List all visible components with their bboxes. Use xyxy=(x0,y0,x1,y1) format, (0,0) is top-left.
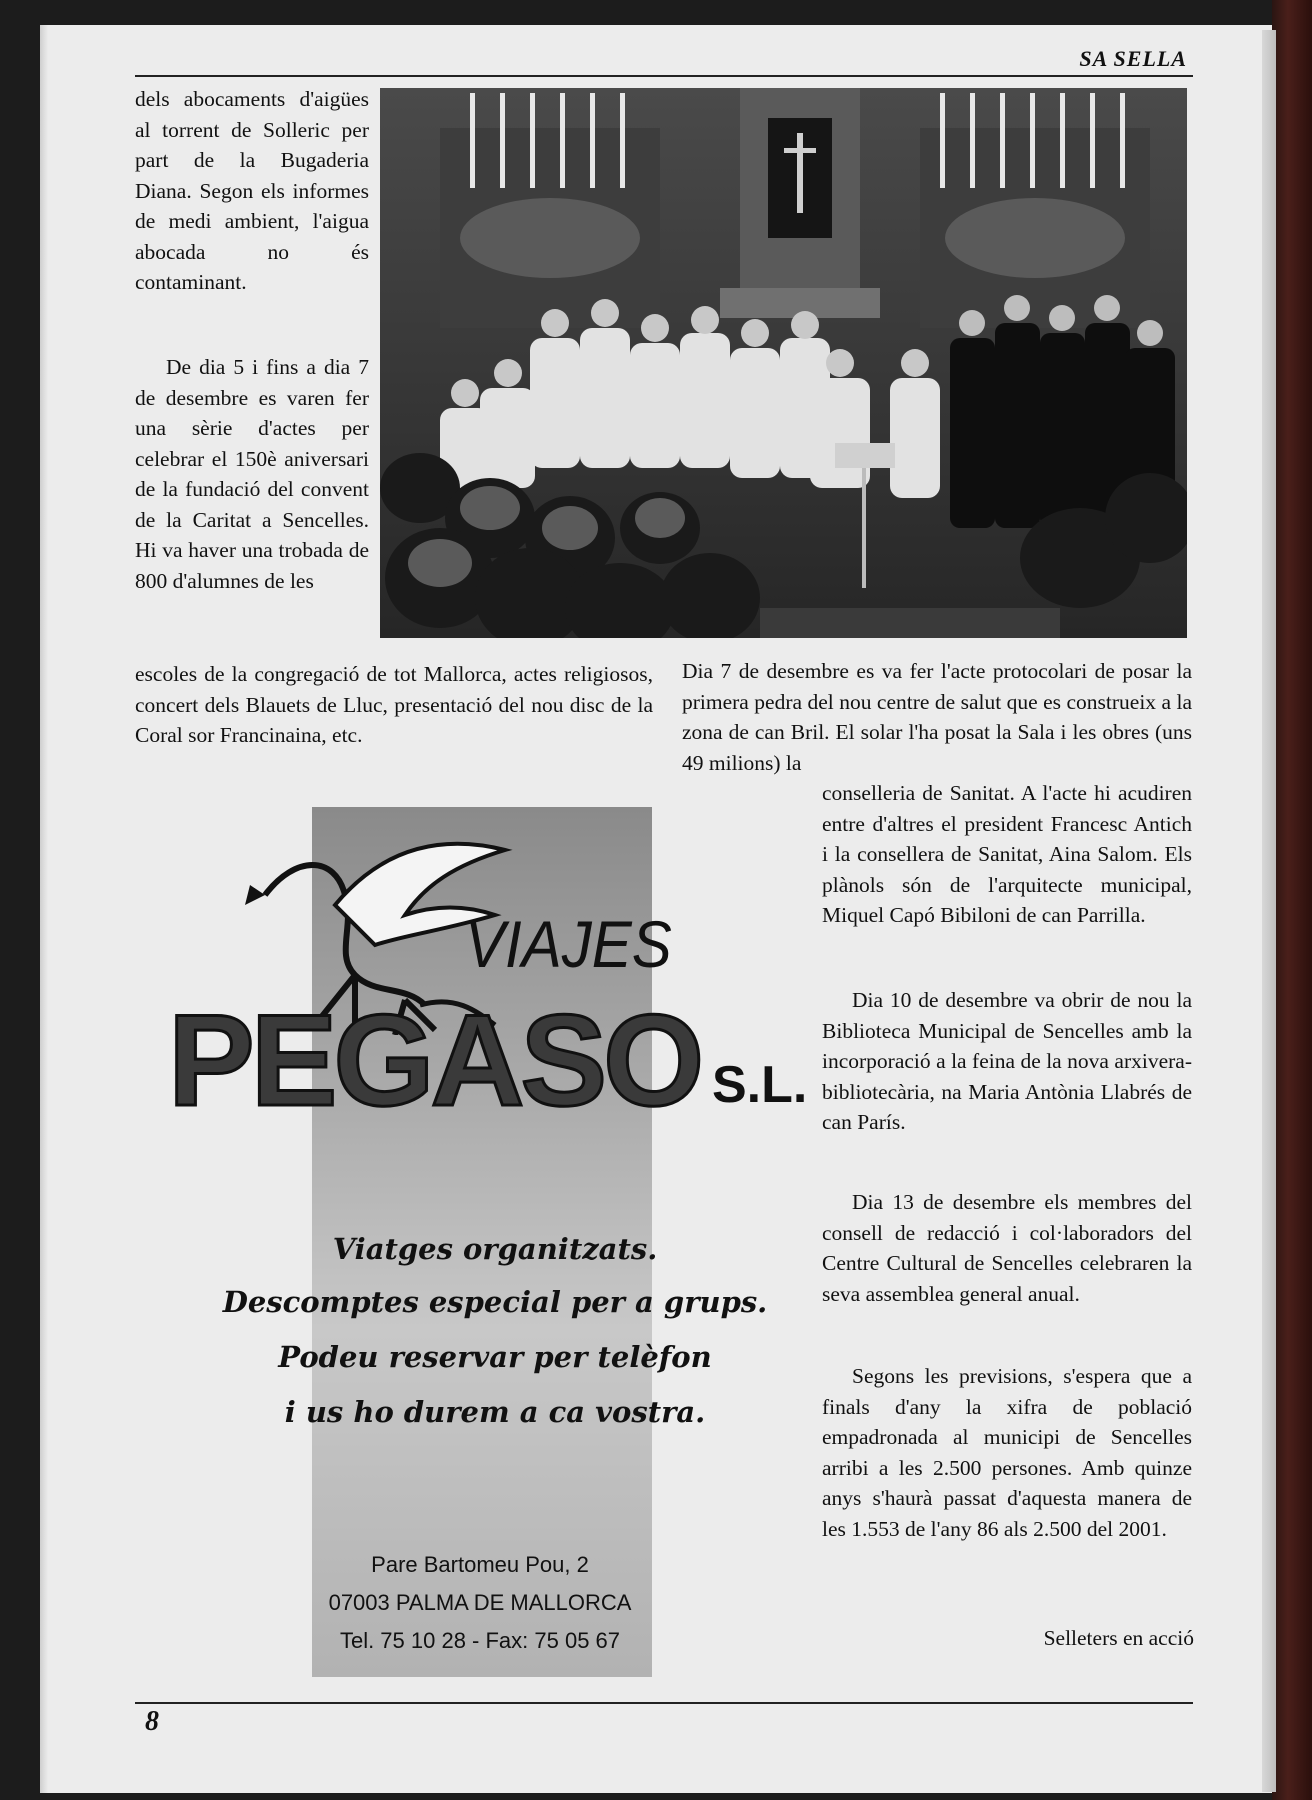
left-paragraph-2-top: De dia 5 i fins a dia 7 de desembre es varen fer una sèrie d'actes per celebrar el 150è aniversari de la fundació del convent de la Caritat a Sencelles. Hi va haver una trobada de 800 d'alumnes de les xyxy=(135,355,369,593)
ad-phone-fax: Tel. 75 10 28 - Fax: 75 05 67 xyxy=(339,1628,621,1653)
right-paragraph-1-top: Dia 7 de desembre es va fer l'acte protocolari de posar la primera pedra del nou centre de salut que es construeix a la zona de can Bril. El solar l'ha posat la Sala i les obres (uns 49 milions) la xyxy=(682,659,1192,775)
left-paragraph-2-bottom: escoles de la congregació de tot Mallorca, actes religiosos, concert dels Blauets de Lluc, presentació del nou disc de la Coral sor Francinaina, etc. xyxy=(135,662,653,747)
page-number: 8 xyxy=(145,1706,159,1737)
next-page-edge xyxy=(1262,30,1276,1792)
ad-tagline-3: Podeu reservar per telèfon xyxy=(278,1340,712,1374)
ad-address-city: 07003 PALMA DE MALLORCA xyxy=(328,1590,632,1615)
ad-tagline-1: Viatges organitzats. xyxy=(332,1232,658,1266)
header-rule xyxy=(135,75,1193,77)
choir-photo xyxy=(380,88,1187,638)
choir-photo-drawing xyxy=(380,88,1187,638)
ad-tagline-2: Descomptes especial per a grups. xyxy=(222,1285,768,1319)
article-signature: Selleters en acció xyxy=(1043,1626,1194,1650)
publication-title: SA SELLA xyxy=(1079,46,1187,71)
footer-rule xyxy=(135,1702,1193,1704)
binding-edge xyxy=(1272,0,1312,1800)
ad-brand-top: VIAJES xyxy=(465,907,672,982)
ad-brand-suffix: S.L. xyxy=(712,1056,808,1114)
ad-address-street: Pare Bartomeu Pou, 2 xyxy=(371,1552,589,1577)
right-paragraph-3: Dia 13 de desembre els membres del consell de redacció i col·laboradors del Centre Cultural de Sencelles celebraren la seva assemblea general anual. xyxy=(822,1190,1192,1306)
right-paragraph-1-bottom: conselleria de Sanitat. A l'acte hi acudiren entre d'altres el president Francesc Antich i la consellera de Sanitat, Aina Salom. Els plànols són de l'arquitecte municipal, Miquel Capó Bibiloni de can Parrilla. xyxy=(822,781,1192,927)
right-paragraph-2: Dia 10 de desembre va obrir de nou la Biblioteca Municipal de Sencelles amb la incorporació a la feina de la nova arxivera-bibliotecària, na Maria Antònia Llabrés de can París. xyxy=(822,988,1192,1134)
left-paragraph-1: dels abocaments d'aigües al torrent de Solleric per part de la Bugaderia Diana. Segon els informes de medi ambient, l'aigua abocada no és contaminant. xyxy=(135,87,369,294)
ad-tagline-4: i us ho durem a ca vostra. xyxy=(284,1395,706,1429)
page-gutter xyxy=(40,25,48,1793)
ad-brand-main: PEGASO xyxy=(168,987,701,1133)
right-paragraph-4: Segons les previsions, s'espera que a finals d'any la xifra de població empadronada al municipi de Sencelles arribi a les 2.500 persones. Amb quinze anys s'haurà passat d'aquesta manera de les 1.553 de l'any 86 als 2.500 del 2001. xyxy=(822,1364,1192,1541)
